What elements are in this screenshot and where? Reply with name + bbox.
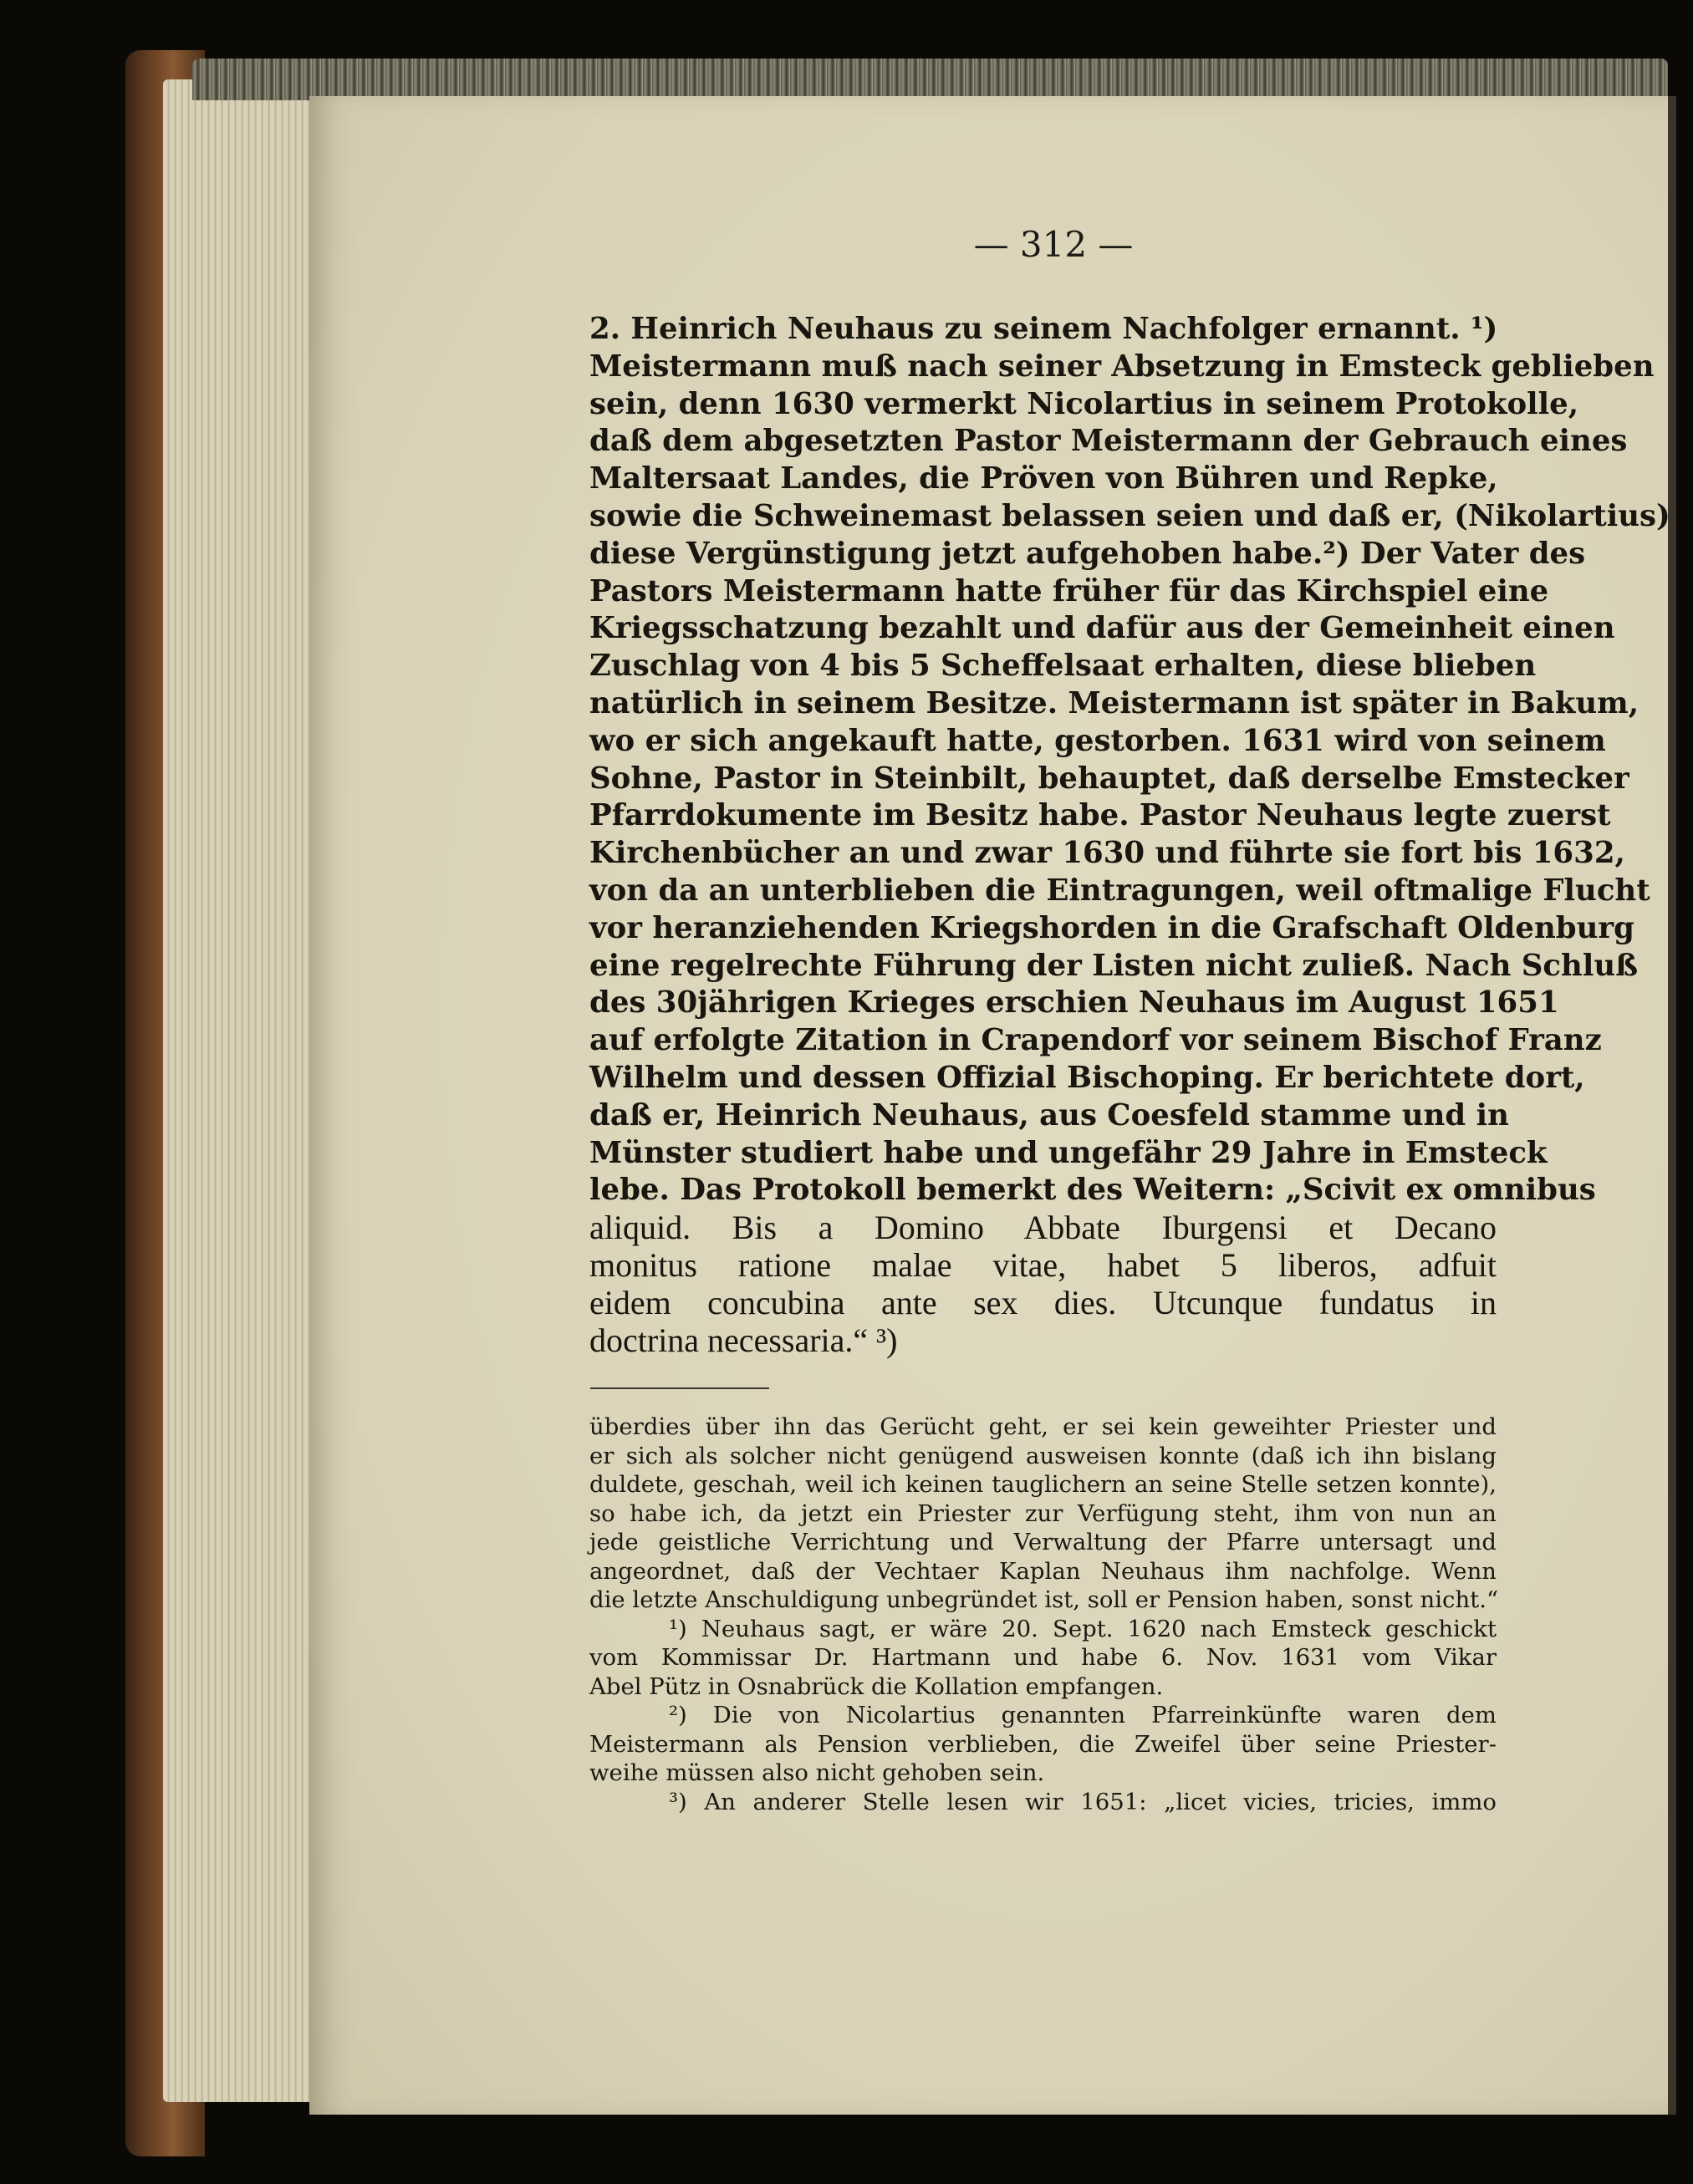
text-line: daß dem abgesetzten Pastor Meistermann der Gebrauch eines	[589, 424, 1628, 459]
footnote-line: er sich als solcher nicht genügend ausweisen konnte (daß ich ihn bislang	[589, 1442, 1497, 1469]
text-line: Pastors Meistermann hatte früher für das Kirchspiel eine	[589, 573, 1549, 608]
text-line: sowie die Schweinemast belassen seien und daß er, (Nikolartius)	[589, 498, 1670, 533]
page-edges	[163, 79, 330, 2102]
text-line: Pfarrdokumente im Besitz habe. Pastor Neuhaus legte zuerst	[589, 798, 1611, 833]
text-line: Sohne, Pastor in Steinbilt, behauptet, daß derselbe Emstecker	[589, 761, 1629, 796]
latin-line: doctrina necessaria.“ ³)	[589, 1321, 898, 1359]
footnote-2-line: Meistermann als Pension verblieben, die Zweifel über seine Priester-	[589, 1730, 1497, 1758]
text-line: Maltersaat Landes, die Pröven von Bühren und Repke,	[589, 461, 1498, 496]
footnote-3-line: ³) An anderer Stelle lesen wir 1651: „licet vicies, tricies, immo	[669, 1788, 1497, 1815]
text-line: vor heranziehenden Kriegshorden in die Grafschaft Oldenburg	[589, 910, 1634, 945]
main-text	[589, 311, 1670, 1359]
text-line: Zuschlag von 4 bis 5 Scheffelsaat erhalten, diese blieben	[589, 649, 1537, 684]
footnote-line: überdies über ihn das Gerücht geht, er sei kein geweihter Priester und	[589, 1413, 1497, 1440]
footnotes	[589, 1413, 1497, 1816]
text-line: sein, denn 1630 vermerkt Nicolartius in seinem Protokolle,	[589, 386, 1579, 421]
text-line: Kirchenbücher an und zwar 1630 und führte sie fort bis 1632,	[589, 836, 1625, 871]
text-line: von da an unterblieben die Eintragungen, weil oftmalige Flucht	[589, 873, 1650, 908]
footnote-line: angeordnet, daß der Vechtaer Kaplan Neuhaus ihm nachfolge. Wenn	[589, 1557, 1497, 1585]
text-line: Münster studiert habe und ungefähr 29 Jahre in Emsteck	[589, 1135, 1548, 1170]
footnote-2-line: weihe müssen also nicht gehoben sein.	[589, 1759, 1045, 1786]
text-line: daß er, Heinrich Neuhaus, aus Coesfeld stamme und in	[589, 1097, 1509, 1133]
text-line: wo er sich angekauft hatte, gestorben. 1631 wird von seinem	[589, 723, 1606, 758]
footnote-line: jede geistliche Verrichtung und Verwaltung der Pfarre untersagt und	[589, 1529, 1497, 1555]
text-line: des 30jährigen Krieges erschien Neuhaus im August 1651	[589, 985, 1559, 1021]
page-number: — 312 —	[973, 224, 1134, 265]
text-line: diese Vergünstigung jetzt aufgehoben habe.²) Der Vater des	[589, 536, 1586, 571]
text-line: natürlich in seinem Besitze. Meistermann ist später in Bakum,	[589, 685, 1639, 720]
footnote-1-line: ¹) Neuhaus sagt, er wäre 20. Sept. 1620 nach Emsteck geschickt	[669, 1615, 1497, 1642]
text-line: lebe. Das Protokoll bemerkt des Weitern: „Scivit ex omnibus	[589, 1173, 1596, 1208]
footnote-line: die letzte Anschuldigung unbegründet ist, soll er Pension haben, sonst nicht.“	[589, 1586, 1499, 1613]
footnote-rule	[590, 1387, 769, 1389]
text-line: Kriegsschatzung bezahlt und dafür aus der Gemeinheit einen	[589, 611, 1615, 646]
footnote-1-line: Abel Pütz in Osnabrück die Kollation empfangen.	[589, 1672, 1164, 1700]
latin-line: aliquid. Bis a Domino Abbate Iburgensi et Decano	[589, 1209, 1497, 1247]
footnote-1-line: vom Kommissar Dr. Hartmann und habe 6. Nov. 1631 vom Vikar	[589, 1644, 1497, 1671]
footnote-2-line: ²) Die von Nicolartius genannten Pfarreinkünfte waren dem	[669, 1702, 1497, 1728]
latin-line: eidem concubina ante sex dies. Utcunque fundatus in	[589, 1283, 1497, 1321]
text-line: 2. Heinrich Neuhaus zu seinem Nachfolger ernannt. ¹)	[589, 312, 1498, 346]
text-line: Meistermann muß nach seiner Absetzung in Emsteck geblieben	[589, 349, 1655, 384]
text-line: auf erfolgte Zitation in Crapendorf vor seinem Bischof Franz	[589, 1023, 1602, 1058]
top-page-edge	[192, 59, 1668, 100]
text-line: eine regelrechte Führung der Listen nicht zuließ. Nach Schluß	[589, 948, 1639, 983]
footnote-line: duldete, geschah, weil ich keinen tauglichern an seine Stelle setzen konnte),	[589, 1471, 1497, 1498]
text-line: Wilhelm und dessen Offizial Bischoping. Er berichtete dort,	[589, 1060, 1585, 1095]
footnote-line: so habe ich, da jetzt ein Priester zur Verfügung steht, ihm von nun an	[589, 1499, 1497, 1527]
latin-line: monitus ratione malae vitae, habet 5 liberos, adfuit	[589, 1245, 1497, 1284]
